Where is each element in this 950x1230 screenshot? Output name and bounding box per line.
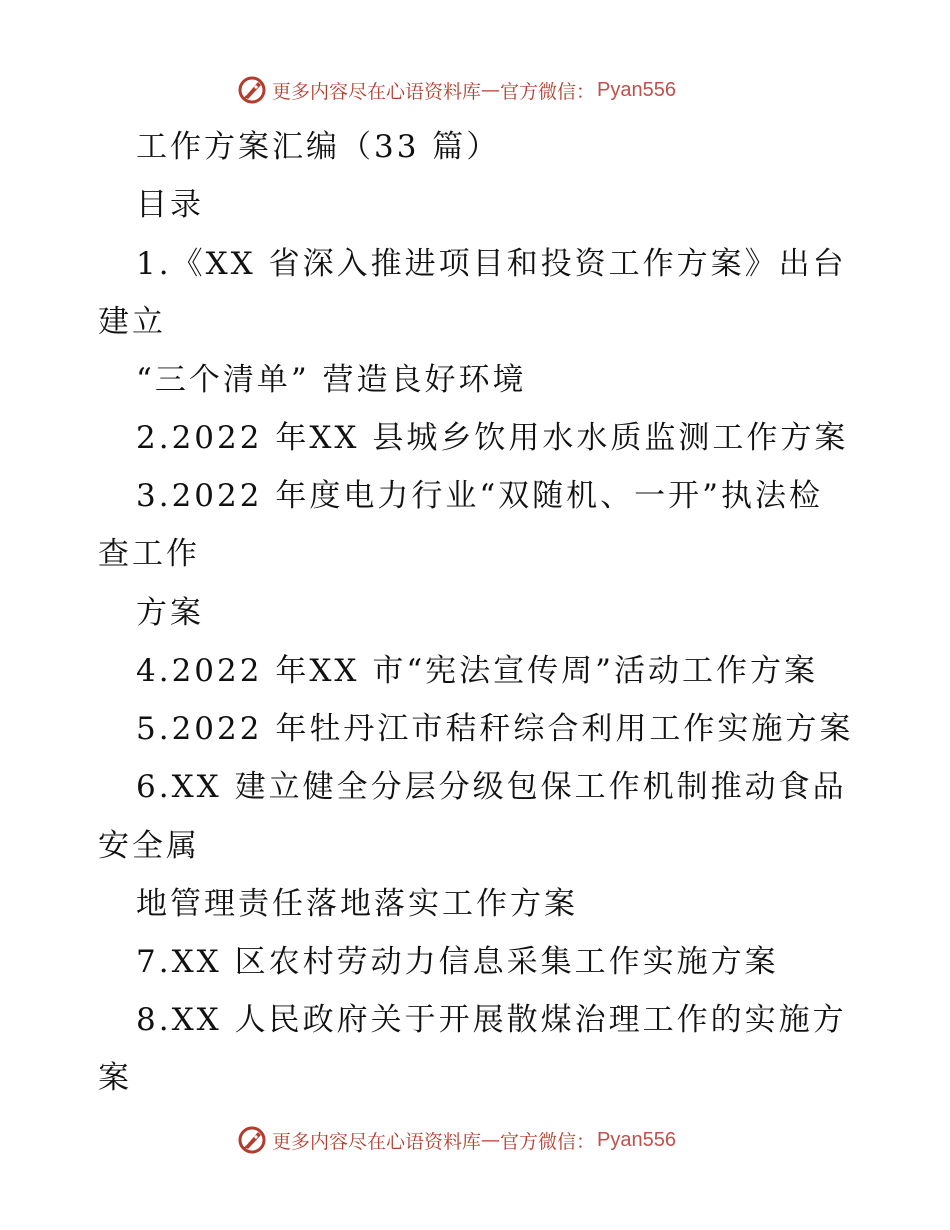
banner-text: 更多内容尽在心语资料库 — [272, 80, 482, 103]
toc-item-continuation: 安全属 — [98, 828, 200, 864]
toc-item: 8.XX 人民政府关于开展散煤治理工作的实施方 — [136, 1002, 847, 1038]
pen-nib-logo-icon — [236, 74, 268, 106]
banner-weixin-id: Pyan556 — [597, 1128, 676, 1151]
toc-item: 4.2022 年XX 市“宪法宣传周”活动工作方案 — [136, 653, 819, 689]
footer-banner — [236, 1123, 676, 1157]
toc-item: 1.《XX 省深入推进项目和投资工作方案》出台 — [136, 246, 847, 282]
toc-item-continuation: “三个清单” 营造良好环境 — [136, 362, 527, 398]
toc-item: 5.2022 年牡丹江市秸秆综合利用工作实施方案 — [136, 711, 854, 747]
doc-title: 工作方案汇编（33 篇） — [136, 129, 501, 165]
toc-item: 6.XX 建立健全分层分级包保工作机制推动食品 — [136, 769, 847, 805]
banner-weixin-label: 官方微信： — [500, 80, 596, 103]
toc-heading: 目录 — [136, 187, 204, 223]
toc-item: 7.XX 区农村劳动力信息采集工作实施方案 — [136, 944, 779, 980]
toc-item: 3.2022 年度电力行业“双随机、一开”执法检 — [136, 478, 824, 514]
toc-item-continuation: 建立 — [98, 304, 166, 340]
pen-nib-logo-icon — [236, 1124, 268, 1156]
banner-weixin-label: 官方微信： — [500, 1130, 596, 1153]
toc-item: 2.2022 年XX 县城乡饮用水水质监测工作方案 — [136, 420, 849, 456]
toc-item-continuation: 地管理责任落地落实工作方案 — [136, 886, 578, 922]
banner-separator: — — [481, 1129, 501, 1151]
banner-weixin-id: Pyan556 — [597, 78, 676, 101]
toc-item-continuation: 查工作 — [98, 536, 200, 572]
toc-item-continuation: 案 — [98, 1060, 132, 1096]
header-banner — [236, 73, 676, 107]
toc-item-continuation: 方案 — [136, 595, 204, 631]
banner-separator: — — [481, 79, 501, 101]
banner-text: 更多内容尽在心语资料库 — [272, 1130, 482, 1153]
